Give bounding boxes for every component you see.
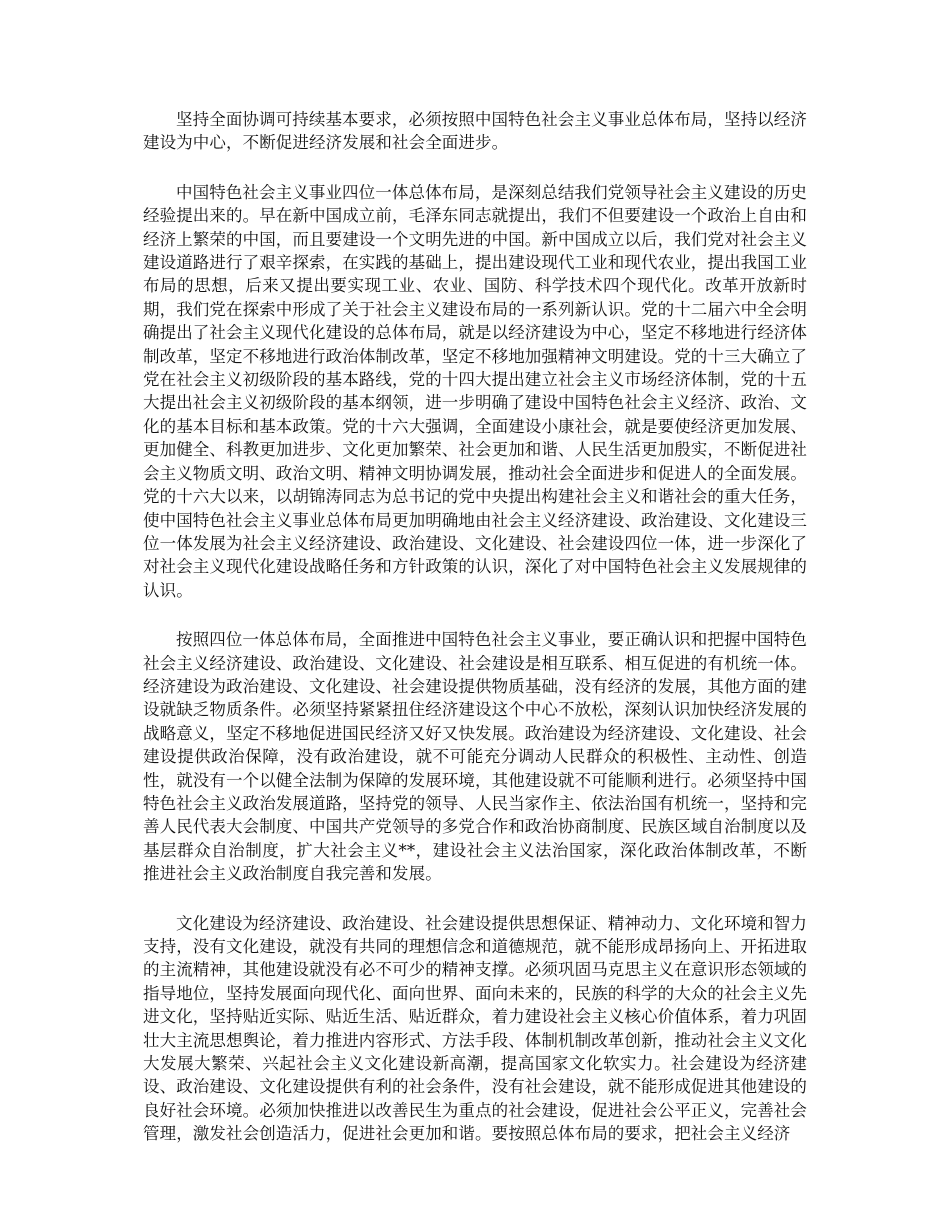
paragraph-4: 文化建设为经济建设、政治建设、社会建设提供思想保证、精神动力、文化环境和智力支持，没有文化建设，就没有共同的理想信念和道德规范，就不能形成昂扬向上、开拓进取的主流精神，其他建设就没有必不可少的精神支撑。必须巩固马克思主义在意识形态领域的指导地位，坚持发展面向现代化、面向世界、面向未来的，民族的科学的大众的社会主义先进文化，坚持贴近实际、贴近生活、贴近群众，着力建设社会主义核心价值体系，着力巩固壮大主流思想舆论，着力推进内容形式、方法手段、体制机制改革创新，推动社会主义文化大发展大繁荣、兴起社会主义文化建设新高潮，提高国家文化软实力。社会建设为经济建设、政治建设、文化建设提供有利的社会条件，没有社会建设，就不能形成促进其他建设的良好社会环境。必须加快推进以改善民生为重点的社会建设，促进社会公平正义，完善社会管理，激发社会创造活力，促进社会更加和谐。要按照总体布局的要求，把社会主义经济 — [143, 913, 807, 1144]
paragraph-3: 按照四位一体总体布局，全面推进中国特色社会主义事业，要正确认识和把握中国特色社会主义经济建设、政治建设、文化建设、社会建设是相互联系、相互促进的有机统一体。经济建设为政治建设、文化建设、社会建设提供物质基础，没有经济的发展，其他方面的建设就缺乏物质条件。必须坚持紧紧扭住经济建设这个中心不放松，深刻认识加快经济发展的战略意义，坚定不移地促进国民经济又好又快发展。政治建设为经济建设、文化建设、社会建设提供政治保障，没有政治建设，就不可能充分调动人民群众的积极性、主动性、创造性，就没有一个以健全法制为保障的发展环境，其他建设就不可能顺利进行。必须坚持中国特色社会主义政治发展道路，坚持党的领导、人民当家作主、依法治国有机统一，坚持和完善人民代表大会制度、中国共产党领导的多党合作和政治协商制度、民族区域自治制度以及基层群众自治制度，扩大社会主义**，建设社会主义法治国家，深化政治体制改革，不断推进社会主义政治制度自我完善和发展。 — [143, 630, 807, 884]
paragraph-2: 中国特色社会主义事业四位一体总体布局，是深刻总结我们党领导社会主义建设的历史经验提出来的。早在新中国成立前，毛泽东同志就提出，我们不但要建设一个政治上自由和经济上繁荣的中国，而且要建设一个文明先进的中国。新中国成立以后，我们党对社会主义建设道路进行了艰辛探索，在实践的基础上，提出建设现代工业和现代农业，提出我国工业布局的思想，后来又提出要实现工业、农业、国防、科学技术四个现代化。改革开放新时期，我们党在探索中形成了关于社会主义建设布局的一系列新认识。党的十二届六中全会明确提出了社会主义现代化建设的总体布局，就是以经济建设为中心，坚定不移地进行经济体制改革，坚定不移地进行政治体制改革，坚定不移地加强精神文明建设。党的十三大确立了党在社会主义初级阶段的基本路线，党的十四大提出建立社会主义市场经济体制，党的十五大提出社会主义初级阶段的基本纲领，进一步明确了建设中国特色社会主义经济、政治、文化的基本目标和基本政策。党的十六大强调，全面建设小康社会，就是要使经济更加发展、更加健全、科教更加进步、文化更加繁荣、社会更加和谐、人民生活更加殷实，不断促进社会主义物质文明、政治文明、精神文明协调发展，推动社会全面进步和促进人的全面发展。党的十六大以来，以胡锦涛同志为总书记的党中央提出构建社会主义和谐社会的重大任务，使中国特色社会主义事业总体布局更加明确地由社会主义经济建设、政治建设、文化建设三位一体发展为社会主义经济建设、政治建设、文化建设、社会建设四位一体，进一步深化了对社会主义现代化建设战略任务和方针政策的认识，深化了对中国特色社会主义发展规律的认识。 — [143, 182, 807, 600]
document-body — [143, 108, 807, 1172]
paragraph-1: 坚持全面协调可持续基本要求，必须按照中国特色社会主义事业总体布局，坚持以经济建设为中心，不断促进经济发展和社会全面进步。 — [143, 110, 807, 153]
